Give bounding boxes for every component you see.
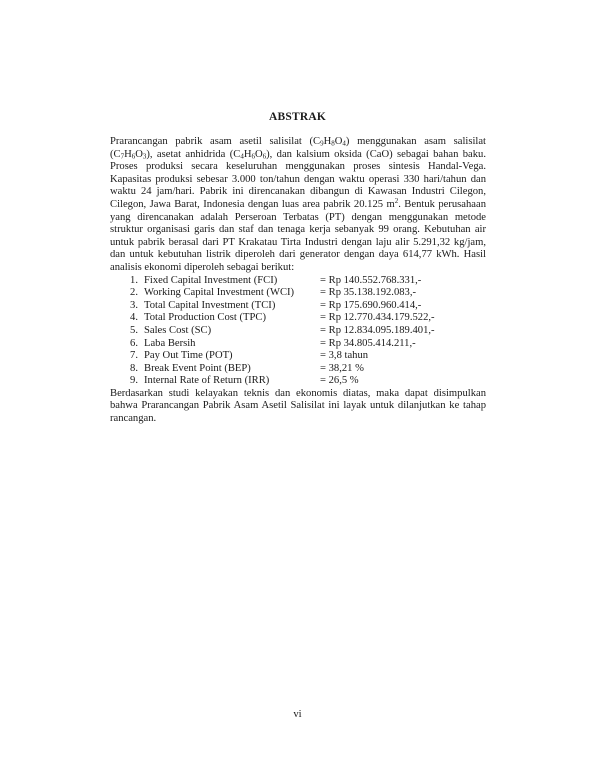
subscript: 6 bbox=[262, 152, 267, 161]
item-number: 3. bbox=[130, 299, 138, 311]
item-number: 6. bbox=[130, 337, 138, 349]
item-number: 8. bbox=[130, 362, 138, 374]
item-label: Working Capital Investment (WCI) bbox=[144, 287, 295, 299]
intro-text: ), dan kalsium oksida (CaO) sebagai bahan baku. Proses produksi secara keseluruhan menggunakan proses sintesis Handal-Vega. Kapasitas produksi sebesar 3.000 ton/tahun dengan waktu operasi 330 hari/tahun dan waktu 24 jam/hari. Pabrik ini direncanakan dibangun di Kawasan Industri Cilegon, Cilegon, Jawa Barat, Indonesia dengan luas area pabrik 20.125 m bbox=[110, 148, 486, 210]
page-title: ABSTRAK bbox=[269, 111, 326, 123]
item-value: = Rp 140.552.768.331,- bbox=[320, 274, 422, 286]
item-label: Laba Bersih bbox=[144, 337, 196, 349]
page-number: vi bbox=[293, 709, 302, 720]
item-value: = 38,21 % bbox=[320, 362, 364, 374]
intro-text: ), asetat anhidrida (C bbox=[146, 148, 241, 160]
subscript: 7 bbox=[120, 152, 125, 161]
subscript: 9 bbox=[320, 139, 324, 148]
intro-text: . Bentuk perusahaan yang direncanakan adalah Perseroan Terbatas (PT) dengan menggunakan metode struktur organisasi garis dan staf dan tenaga kerja sebanyak 99 orang. Kebutuhan air untuk pabrik berasal dari PT Krakatau Tirta Industri dengan laju alir 5.291,32 kg/jam, dan untuk kebutuhan listrik diperoleh dari generator dengan daya 614,77 kWh. Hasil analisis ekonomi diperoleh sebagai berikut: bbox=[110, 198, 486, 273]
item-label: Total Production Cost (TPC) bbox=[144, 312, 266, 324]
intro-text: Prarancangan pabrik asam asetil salisilat (C bbox=[110, 136, 321, 147]
list-item bbox=[110, 287, 486, 300]
item-label: Sales Cost (SC) bbox=[144, 324, 212, 336]
list-item bbox=[110, 375, 486, 388]
intro-text: O bbox=[254, 148, 263, 160]
subscript: 8 bbox=[331, 139, 335, 148]
item-value: = 3,8 tahun bbox=[320, 350, 369, 362]
subscript: 6 bbox=[251, 152, 255, 161]
item-value: = Rp 35.138.192.083,- bbox=[320, 287, 417, 299]
subscript: 4 bbox=[342, 139, 346, 148]
item-number: 2. bbox=[130, 287, 138, 299]
subscript: 4 bbox=[240, 152, 244, 161]
item-value: = Rp 175.690.960.414,- bbox=[320, 299, 422, 311]
abstract-body bbox=[110, 136, 486, 426]
item-value: = Rp 12.770.434.179.522,- bbox=[320, 312, 435, 324]
intro-text: H bbox=[243, 148, 252, 160]
item-number: 4. bbox=[130, 312, 138, 324]
conclusion-paragraph: Berdasarkan studi kelayakan teknis dan ekonomis diatas, maka dapat disimpulkan bahwa Prarancangan Pabrik Asam Asetil Salisilat ini layak untuk dilanjutkan ke tahap rancangan. bbox=[110, 387, 486, 425]
item-label: Internal Rate of Return (IRR) bbox=[144, 375, 270, 387]
intro-text: O bbox=[334, 136, 343, 147]
item-number: 7. bbox=[130, 350, 138, 362]
list-item bbox=[110, 338, 486, 351]
item-value: = 26,5 % bbox=[320, 375, 359, 387]
item-label: Break Event Point (BEP) bbox=[144, 362, 251, 374]
list-item bbox=[110, 350, 486, 363]
intro-text: O bbox=[135, 148, 143, 160]
economics-list bbox=[110, 275, 486, 388]
list-item bbox=[110, 363, 486, 376]
item-label: Fixed Capital Investment (FCI) bbox=[144, 274, 278, 286]
list-item bbox=[110, 300, 486, 313]
item-label: Total Capital Investment (TCI) bbox=[144, 299, 276, 311]
list-item bbox=[110, 325, 486, 338]
item-value: = Rp 12.834.095.189.401,- bbox=[320, 324, 435, 336]
list-item bbox=[110, 312, 486, 325]
item-value: = Rp 34.805.414.211,- bbox=[320, 337, 416, 349]
superscript: 2 bbox=[394, 196, 399, 205]
list-item bbox=[110, 275, 486, 288]
intro-text: ) menggunakan asam salisilat (C bbox=[110, 136, 486, 160]
item-number: 5. bbox=[130, 324, 138, 336]
intro-text: H bbox=[124, 148, 132, 160]
item-number: 9. bbox=[130, 375, 138, 387]
subscript: 6 bbox=[131, 152, 136, 161]
intro-text: H bbox=[323, 136, 332, 147]
subscript: 3 bbox=[142, 152, 147, 161]
item-label: Pay Out Time (POT) bbox=[144, 350, 233, 362]
item-number: 1. bbox=[130, 274, 138, 286]
intro-paragraph bbox=[110, 136, 486, 275]
